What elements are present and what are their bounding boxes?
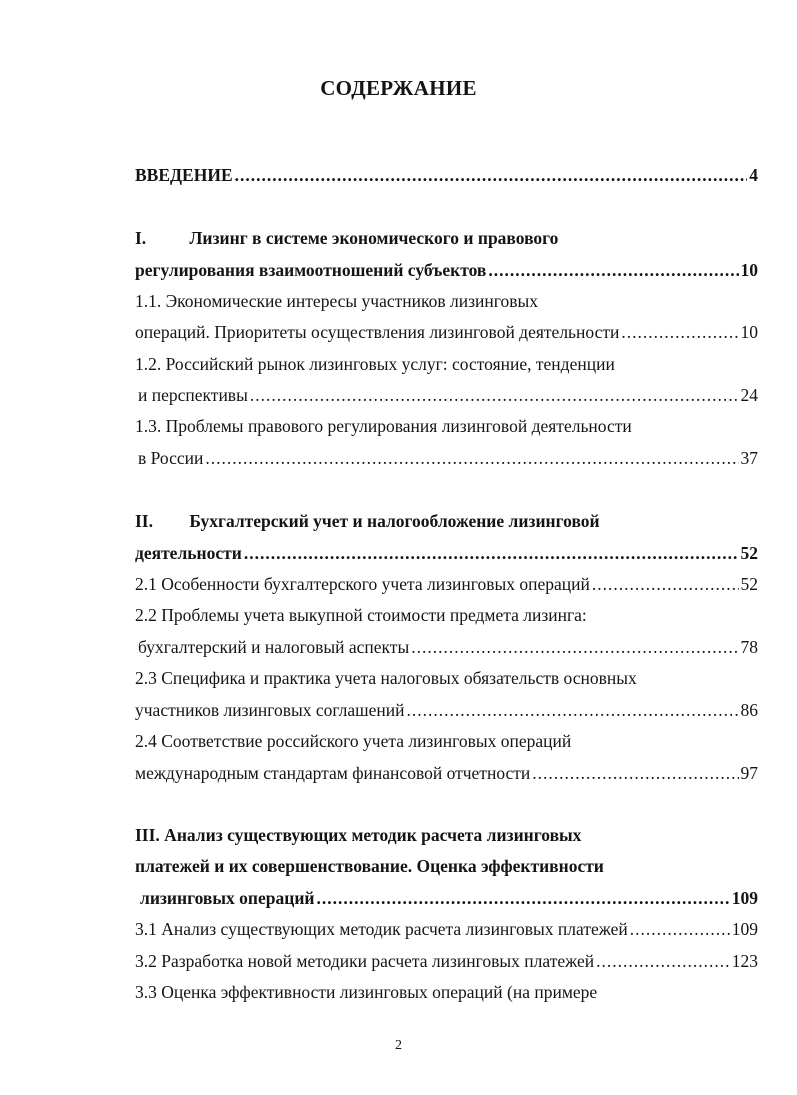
toc-entry-label: 1.2. Российский рынок лизинговых услуг: состояние, тенденции	[135, 354, 615, 374]
dot-leader	[596, 949, 730, 973]
toc-section-3-1[interactable]	[135, 917, 758, 941]
toc-page-number: 123	[731, 951, 758, 971]
dot-leader	[205, 446, 738, 470]
toc-section-1-3[interactable]	[135, 446, 758, 470]
toc-section-2-2-line1	[135, 603, 758, 627]
toc-section-2-4[interactable]	[135, 761, 758, 785]
toc-page-number: 52	[740, 574, 758, 594]
dot-leader	[411, 635, 738, 659]
page-title: СОДЕРЖАНИЕ	[320, 76, 477, 100]
toc-section-3-3-line1[interactable]	[135, 980, 758, 1004]
toc-page-number: 109	[731, 919, 758, 939]
toc-entry-label: ВВЕДЕНИЕ	[135, 165, 233, 185]
toc-entry-label: операций. Приоритеты осуществления лизинговой деятельности	[135, 322, 620, 342]
toc-section-2-3[interactable]	[135, 698, 758, 722]
dot-leader	[317, 886, 730, 910]
toc-entry-label: бухгалтерский и налоговый аспекты	[138, 637, 410, 657]
chapter-numeral: II.	[135, 511, 153, 531]
toc-chapter-3[interactable]	[135, 886, 758, 910]
toc-chapter-2-heading	[135, 509, 758, 533]
toc-chapter-1-heading	[135, 226, 758, 250]
toc-entry-label: 3.1 Анализ существующих методик расчета лизинговых платежей	[135, 919, 628, 939]
toc-entry-label: 1.3. Проблемы правового регулирования лизинговой деятельности	[135, 416, 632, 436]
chapter-title-line: платежей и их совершенствование. Оценка эффективности	[135, 856, 604, 876]
toc-page-number: 24	[740, 385, 758, 405]
toc-entry-label: 1.1. Экономические интересы участников лизинговых	[135, 291, 539, 311]
toc-section-2-3-line1	[135, 666, 758, 690]
dot-leader	[630, 917, 730, 941]
toc-entry-label: 2.3 Специфика и практика учета налоговых обязательств основных	[135, 668, 637, 688]
toc-entry-label: 2.2 Проблемы учета выкупной стоимости предмета лизинга:	[135, 605, 587, 625]
toc-entry-label: лизинговых операций	[140, 888, 315, 908]
toc-entry-label: 3.2 Разработка новой методики расчета лизинговых платежей	[135, 951, 595, 971]
toc-page-number: 10	[740, 260, 758, 280]
page-number: 2	[395, 1038, 402, 1053]
chapter-title-line: Лизинг в системе экономического и правового	[189, 228, 559, 248]
toc-section-1-3-line1	[135, 414, 758, 438]
dot-leader	[592, 572, 739, 596]
toc-entry-label: деятельности	[135, 543, 242, 563]
toc-page-number: 78	[740, 637, 758, 657]
dot-leader	[244, 541, 739, 565]
dot-leader	[532, 761, 738, 785]
toc-entry-label: в России	[138, 448, 204, 468]
toc-entry-label: международным стандартам финансовой отчетности	[135, 763, 531, 783]
toc-section-2-2[interactable]	[135, 635, 758, 659]
toc-page-number: 10	[740, 322, 758, 342]
toc-section-3-2[interactable]	[135, 949, 758, 973]
dot-leader	[407, 698, 739, 722]
toc-entry-label: и перспективы	[138, 385, 248, 405]
toc-page-number: 52	[740, 543, 758, 563]
dot-leader	[250, 383, 739, 407]
dot-leader	[488, 258, 738, 282]
toc-chapter-2[interactable]	[135, 541, 758, 565]
toc-entry-label: регулирования взаимоотношений субъектов	[135, 260, 487, 280]
chapter-numeral: I.	[135, 228, 147, 248]
chapter-title-line: Бухгалтерский учет и налогообложение лизинговой	[189, 511, 600, 531]
dot-leader	[621, 320, 738, 344]
toc-section-2-1[interactable]	[135, 572, 758, 596]
toc-page-number: 86	[740, 700, 758, 720]
toc-page-number: 4	[749, 165, 758, 185]
toc-chapter-3-heading-line2	[135, 854, 758, 878]
toc-entry-label: 2.4 Соответствие российского учета лизинговых операций	[135, 731, 572, 751]
toc-chapter-1[interactable]	[135, 258, 758, 282]
toc-section-1-1[interactable]	[135, 320, 758, 344]
toc-section-1-1-line1	[135, 289, 758, 313]
toc-entry-introduction[interactable]	[135, 163, 758, 187]
toc-section-2-4-line1	[135, 729, 758, 753]
chapter-title-line: III. Анализ существующих методик расчета лизинговых	[135, 825, 582, 845]
toc-page-number: 37	[740, 448, 758, 468]
toc-section-1-2[interactable]	[135, 383, 758, 407]
toc-entry-label: 3.3 Оценка эффективности лизинговых операций (на примере	[135, 982, 598, 1002]
toc-page-number: 97	[740, 763, 758, 783]
toc-chapter-3-heading	[135, 823, 758, 847]
toc-section-1-2-line1	[135, 352, 758, 376]
toc-entry-label: 2.1 Особенности бухгалтерского учета лизинговых операций	[135, 574, 590, 594]
dot-leader	[235, 163, 748, 187]
toc-page-number: 109	[731, 888, 758, 908]
toc-entry-label: участников лизинговых соглашений	[135, 700, 405, 720]
